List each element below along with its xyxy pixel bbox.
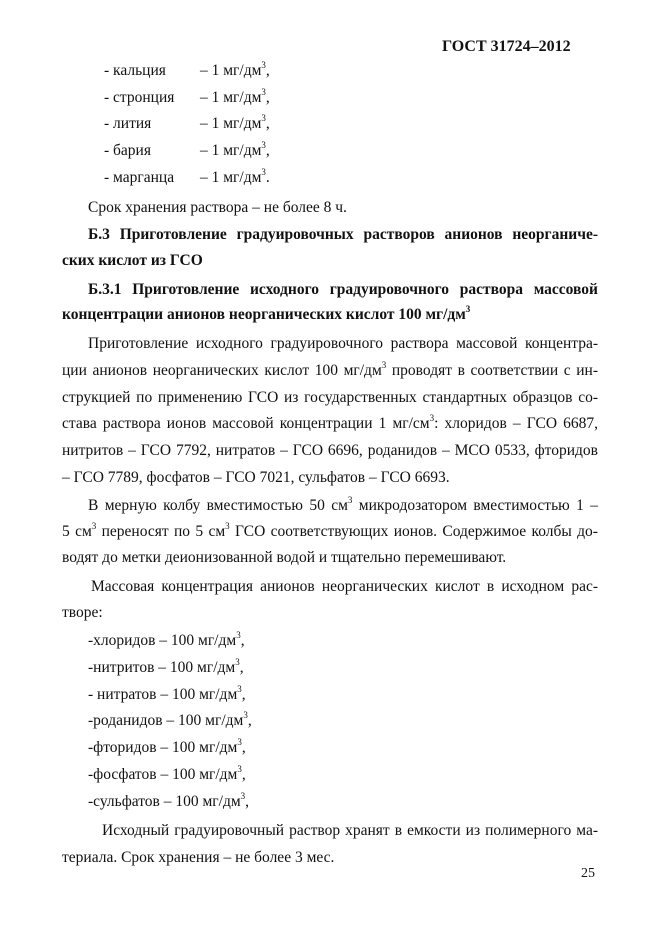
paragraph-line: ции анионов неорганических кислот 100 $мг/дм^3$ проводят в соответствии с ин- (62, 359, 598, 379)
paragraph-line: В мерную колбу вместимостью 50 $см^3$ микродозатором вместимостью 1 – (88, 494, 598, 514)
list-item: - нитратов – 100 $мг/дм^3$, (88, 683, 246, 703)
page-number: 25 (581, 866, 595, 881)
list-item: - бария – 1 $мг/дм^3$, (104, 139, 270, 159)
storage-note: Срок хранения раствора – не более 8 ч. (88, 199, 347, 216)
paragraph-line: Приготовление исходного градуировочного раствора массовой концентра- (88, 335, 598, 352)
list-item: -роданидов – 100 $мг/дм^3$, (88, 709, 252, 729)
document-header: ГОСТ 31724–2012 (442, 38, 571, 55)
list-item: -нитритов – 100 $мг/дм^3$, (88, 656, 244, 676)
list-item: - марганца – 1 $мг/дм^3$. (104, 166, 270, 186)
paragraph-line: водят до метки деионизованной водой и тщательно перемешивают. (62, 549, 507, 566)
paragraph-line: става раствора ионов массовой концентрации 1 $мг/см^3$: хлоридов – ГСО 6687, (62, 412, 598, 432)
list-item: -фосфатов – 100 $мг/дм^3$, (88, 763, 246, 783)
section-heading-b3-cont: ских кислот из ГСО (62, 252, 203, 269)
paragraph-line: 5 $см^3$ переносят по 5 $см^3$ ГСО соответствующих ионов. Содержимое колбы до- (62, 520, 598, 540)
paragraph-line: териала. Срок хранения – не более 3 мес. (62, 849, 335, 866)
section-heading-b31: Б.3.1 Приготовление исходного градуировочного раствора массовой (88, 281, 598, 298)
paragraph-line: нитритов – ГСО 7792, нитратов – ГСО 6696, роданидов – МСО 0533, фторидов (62, 442, 598, 459)
section-heading-b3: Б.3 Приготовление градуировочных растворов анионов неорганиче- (88, 226, 598, 243)
paragraph-line: творе: (62, 604, 103, 621)
list-item: - лития – 1 $мг/дм^3$, (104, 112, 270, 132)
list-item: - кальция – 1 $мг/дм^3$, (104, 59, 270, 79)
list-item: - стронция – 1 $мг/дм^3$, (104, 86, 270, 106)
list-item: -хлоридов – 100 $мг/дм^3$, (88, 629, 245, 649)
list-item: -сульфатов – 100 $мг/дм^3$, (88, 790, 250, 810)
paragraph-line: струкцией по применению ГСО из государственных стандартных образцов со- (62, 389, 598, 406)
paragraph-line: Массовая концентрация анионов неорганических кислот в исходном рас- (91, 578, 598, 595)
paragraph-line: – ГСО 7789, фосфатов – ГСО 7021, сульфатов – ГСО 6693. (62, 469, 450, 486)
section-heading-b31-cont: концентрации анионов неорганических кислот 100 $мг/дм^3$ (62, 303, 471, 323)
list-item: -фторидов – 100 $мг/дм^3$, (88, 736, 246, 756)
paragraph-line: Исходный градуировочный раствор хранят в емкости из полимерного ма- (102, 822, 598, 839)
